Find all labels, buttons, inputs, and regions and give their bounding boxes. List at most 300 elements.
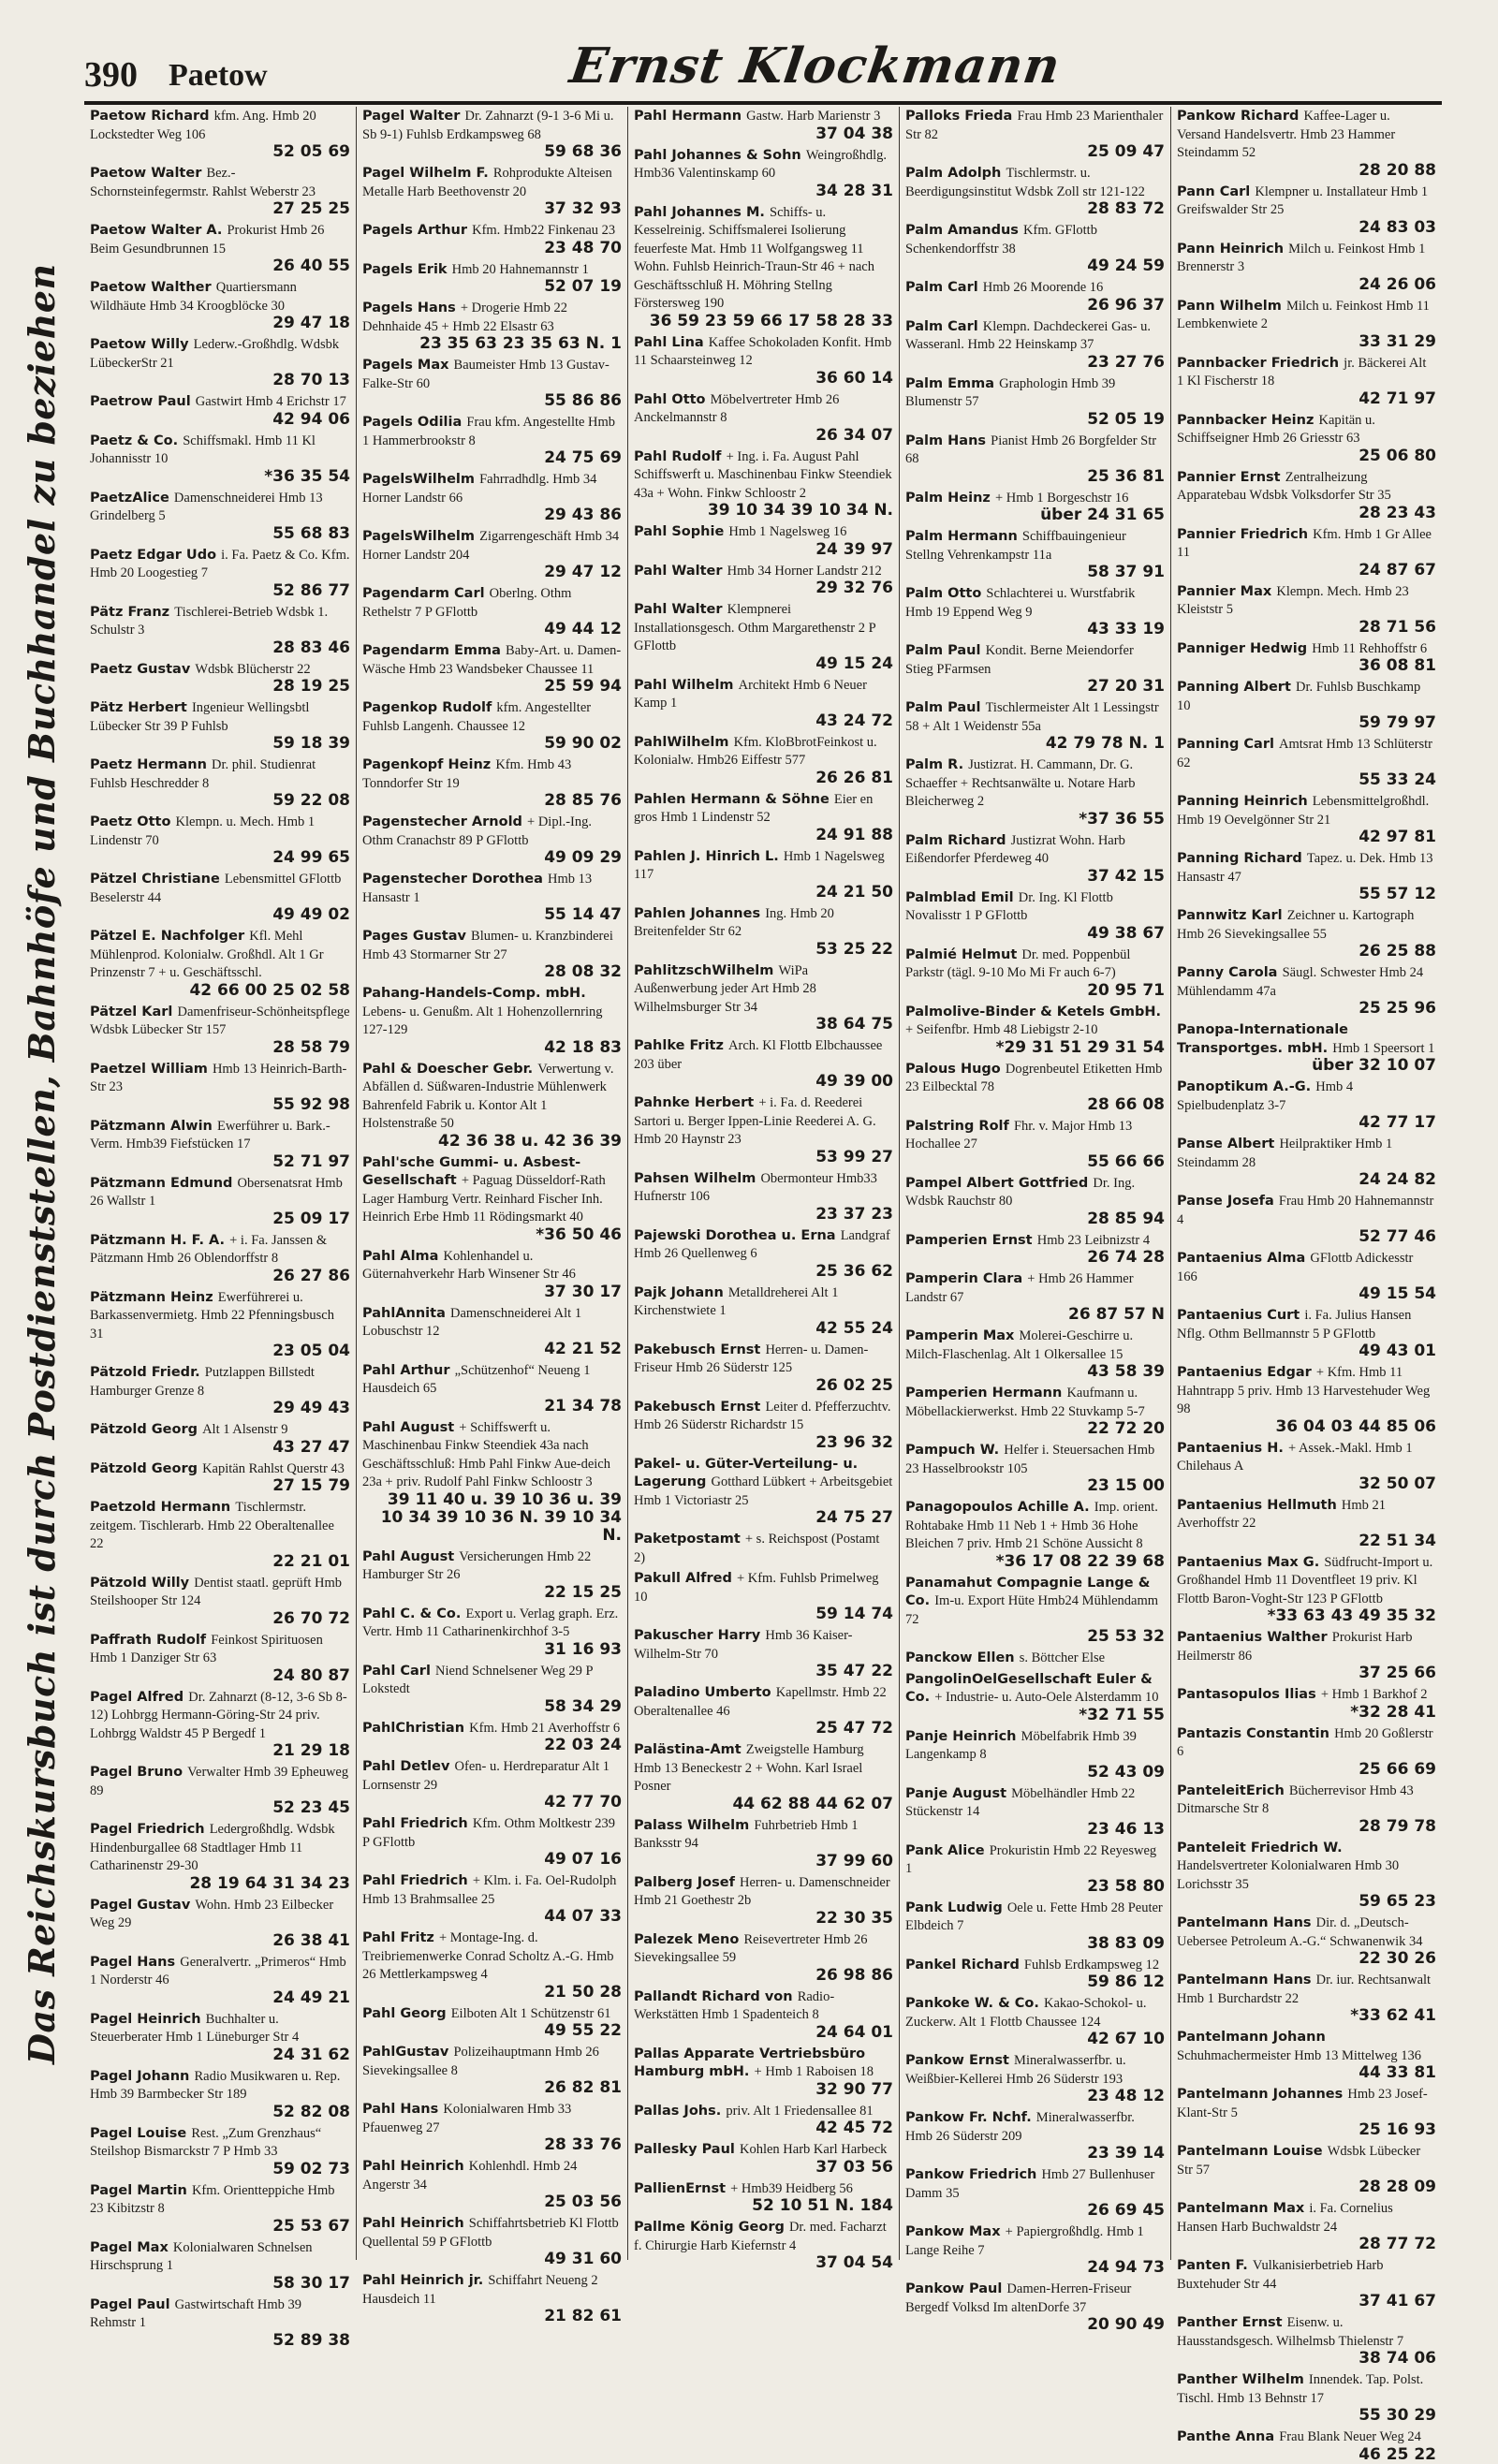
entry-name: Pahl & Doescher Gebr.	[362, 1061, 534, 1077]
directory-entry	[634, 1283, 893, 1338]
entry-telephone: 38 83 09	[1087, 1933, 1165, 1953]
entry-telephone: 26 87 57 N	[1068, 1305, 1165, 1324]
entry-name: Pankow Friedrich	[905, 2167, 1037, 2182]
entry-telephone: 20 90 49	[1087, 2315, 1165, 2334]
directory-entry	[634, 1093, 893, 1166]
entry-description: + Kfm. Hmb 11 Hahntrapp 5 priv. Hmb 13 Harvestehuder Weg 98	[1177, 1365, 1431, 1416]
entry-description: Damenfriseur-Schönheitspflege Wdsbk Lübecker Str 157	[90, 1004, 350, 1037]
entry-description: kfm. Angestellter Fuhlsb Langenh. Chaussee 12	[362, 700, 592, 734]
directory-entry	[1177, 639, 1436, 676]
entry-name: Pagel Paul	[90, 2296, 170, 2312]
directory-entry	[362, 1247, 622, 1301]
entry-name: Pahl Heinrich	[362, 2159, 464, 2174]
directory-entry	[1177, 297, 1436, 351]
entry-description: GFlottb Adickesstr 166	[1177, 1251, 1414, 1284]
entry-telephone: 24 83 03	[1358, 217, 1436, 237]
entry-name: Panning Albert	[1177, 680, 1291, 695]
entry-name: Pätzmann Heinz	[90, 1289, 213, 1305]
directory-entry	[634, 1169, 893, 1224]
entry-name: Pamperien Hermann	[905, 1386, 1063, 1401]
entry-telephone: 49 38 67	[1087, 923, 1165, 943]
entry-telephone: 55 14 47	[544, 905, 622, 924]
entry-telephone: 24 24 82	[1358, 1170, 1436, 1189]
entry-name: Paetz Gustav	[90, 661, 191, 677]
directory-entry	[362, 2157, 622, 2211]
entry-description: Hmb 1 Speersort 1	[1332, 1040, 1435, 1056]
entry-description: + Schiffswerft u. Maschinenbau Finkw Steendiek 43a nach Geschäftsschluß: Hmb Pahl Finkw Aue-deich 23a + priv. Rudolf Pahl Finkw Schloostr 3	[362, 1419, 610, 1489]
entry-name: Panniger Hedwig	[1177, 640, 1308, 656]
entry-name: Pahl Hans	[362, 2102, 439, 2117]
page-number: 390	[84, 55, 138, 95]
entry-description: Feinkost Spirituosen Hmb 1 Danziger Str 63	[90, 1632, 323, 1665]
entry-telephone: 28 33 76	[544, 2135, 622, 2154]
entry-name: Palberg Josef	[634, 1874, 735, 1890]
entry-telephone: 24 26 06	[1358, 274, 1436, 294]
directory-entry	[905, 1994, 1165, 2048]
entry-description: Landgraf Hmb 26 Quellenweg 6	[634, 1227, 890, 1261]
entry-description: Tischlerei-Betrieb Wdsbk 1. Schulstr 3	[90, 604, 329, 638]
entry-name: Pagenkop Rudolf	[362, 700, 492, 715]
entry-name: Panoptikum A.-G.	[1177, 1079, 1312, 1094]
entry-name: Pahl Friedrich	[362, 1816, 468, 1831]
entry-telephone: 52 23 45	[272, 1798, 350, 1817]
entry-name: Palm Carl	[905, 280, 978, 295]
directory-entry	[362, 1153, 622, 1244]
entry-description: + i. Fa. Janssen & Pätzmann Hmb 26 Oblendorffstr 8	[90, 1232, 328, 1266]
directory-entry	[634, 733, 893, 787]
entry-telephone: 52 05 19	[1087, 409, 1165, 429]
directory-entry	[1177, 2142, 1436, 2196]
entry-name: Palstring Rolf	[905, 1118, 1009, 1134]
entry-telephone: 29 47 18	[272, 314, 350, 332]
entry-telephone: 59 86 12	[1087, 1973, 1165, 1991]
entry-telephone: 24 49 21	[272, 1987, 350, 2007]
directory-entry	[634, 1816, 893, 1870]
entry-name: Palezek Meno	[634, 1931, 740, 1947]
entry-telephone: 28 19 64 31 34 23	[189, 1873, 350, 1893]
directory-entry	[905, 1670, 1165, 1724]
entry-telephone: 59 02 73	[272, 2159, 350, 2178]
directory-entry	[362, 1304, 622, 1358]
entry-telephone: 28 08 32	[544, 962, 622, 981]
entry-telephone: 55 57 12	[1358, 885, 1436, 903]
entry-name: Pankoke W. & Co.	[905, 1996, 1039, 2011]
directory-entry	[905, 107, 1165, 161]
entry-description: + Klm. i. Fa. Oel-Rudolph Hmb 13 Brahmsallee 25	[362, 1873, 617, 1907]
directory-entry	[634, 600, 893, 673]
entry-name: Pahl Alma	[362, 1248, 439, 1264]
entry-name: PallienErnst	[634, 2180, 727, 2196]
entry-description: Fahrradhdlg. Hmb 34 Horner Landstr 66	[362, 472, 597, 506]
directory-entry	[905, 755, 1165, 829]
directory-entry	[905, 946, 1165, 1000]
entry-description: Quartiersmann Wildhäute Hmb 34 Kroogblöcke 30	[90, 280, 297, 314]
entry-telephone: 37 25 66	[1358, 1664, 1436, 1682]
directory-entry	[90, 755, 350, 810]
entry-name: Palmié Helmut	[905, 946, 1018, 962]
entry-telephone: 37 04 54	[815, 2253, 893, 2272]
directory-entry	[362, 2100, 622, 2154]
entry-description: Heilpraktiker Hmb 1 Steindamm 28	[1177, 1137, 1393, 1170]
entry-telephone: 21 29 18	[272, 1741, 350, 1760]
entry-description: Gotthard Lübkert + Arbeitsgebiet Hmb 1 Victoriastr 25	[634, 1474, 893, 1508]
entry-name: PagelsWilhelm	[362, 529, 476, 544]
directory-entry	[90, 927, 350, 1000]
entry-name: Pamperien Ernst	[905, 1232, 1033, 1248]
entry-description: Kaufmann u. Möbellackierwerkst. Hmb 22 Stuvkamp 5-7	[905, 1386, 1145, 1419]
directory-entry	[362, 470, 622, 524]
entry-telephone: 23 39 14	[1087, 2144, 1165, 2163]
entry-name: Pakebusch Ernst	[634, 1342, 761, 1357]
directory-entry	[905, 1498, 1165, 1571]
entry-name: PaetzAlice	[90, 490, 169, 506]
directory-entry	[905, 527, 1165, 581]
directory-entry	[905, 432, 1165, 486]
entry-name: Pagenstecher Arnold	[362, 814, 522, 829]
directory-entry	[1177, 183, 1436, 237]
directory-entry	[90, 1420, 350, 1457]
directory-column	[899, 107, 1170, 2334]
entry-name: Paketpostamt	[634, 1532, 741, 1547]
entry-description: Hmb 13 Heinrich-Barth-Str 23	[90, 1061, 347, 1094]
entry-telephone: 43 58 39	[1087, 1362, 1165, 1381]
entry-description: i. Fa. Paetz & Co. Kfm. Hmb 20 Loogestieg 7	[90, 547, 350, 580]
entry-telephone: 44 33 81	[1358, 2063, 1436, 2082]
entry-name: Paetow Willy	[90, 337, 189, 352]
entry-telephone: 28 28 09	[1358, 2178, 1436, 2196]
entry-telephone: 28 85 76	[544, 791, 622, 810]
entry-name: Pantelmann Hans	[1177, 1915, 1312, 1930]
entry-telephone: 43 24 72	[815, 711, 893, 730]
entry-telephone: 52 07 19	[544, 277, 622, 296]
entry-description: Verwalter Hmb 39 Epheuweg 89	[90, 1765, 349, 1798]
entry-name: Pagenstecher Dorothea	[362, 872, 543, 887]
entry-name: Panje August	[905, 1785, 1007, 1801]
entry-name: Pätzold Georg	[90, 1422, 198, 1437]
entry-description: Eisenw. u. Hausstandsgesch. Wilhelmsb Thielenstr 7	[1177, 2315, 1404, 2349]
entry-telephone: 28 58 79	[272, 1037, 350, 1057]
entry-name: Paetrow Paul	[90, 394, 191, 409]
entry-description: Molerei-Geschirre u. Milch-Flaschenlag. Alt 1 Olkersallee 15	[905, 1328, 1134, 1362]
directory-entry	[90, 278, 350, 332]
entry-telephone: 38 74 06	[1358, 2349, 1436, 2368]
entry-name: Paetow Walther	[90, 280, 212, 295]
directory-entry	[634, 2218, 893, 2272]
entry-description: Mineralwasserfbr. Hmb 26 Süderstr 209	[905, 2110, 1135, 2144]
entry-name: Panther Wilhelm	[1177, 2372, 1304, 2387]
entry-telephone: 37 99 60	[815, 1851, 893, 1870]
directory-entry	[362, 870, 622, 924]
entry-telephone: 59 79 97	[1358, 713, 1436, 732]
entry-description: Kapitän u. Schiffseigner Hmb 26 Griesstr 63	[1177, 412, 1375, 446]
entry-telephone: 52 43 09	[1087, 1762, 1165, 1782]
entry-name: Palm Otto	[905, 586, 982, 601]
entry-telephone: 58 30 17	[272, 2273, 350, 2293]
entry-telephone: 24 80 87	[272, 1665, 350, 1685]
directory-entry	[634, 1873, 893, 1928]
entry-description: + Dipl.-Ing. Othm Cranachstr 89 P GFlottb	[362, 814, 593, 848]
entry-name: Pagenkopf Heinz	[362, 757, 492, 772]
entry-name: Pätz Herbert	[90, 700, 187, 715]
entry-name: Pages Gustav	[362, 929, 466, 944]
entry-telephone: 25 53 67	[272, 2216, 350, 2236]
directory-entry	[362, 813, 622, 867]
entry-telephone: 42 94 06	[272, 409, 350, 429]
entry-name: Pahlen Hermann & Söhne	[634, 791, 830, 807]
directory-entry	[90, 2295, 350, 2350]
entry-description: Eilboten Alt 1 Schützenstr 61	[450, 2005, 611, 2021]
entry-telephone: 24 31 62	[272, 2045, 350, 2064]
entry-description: Kfm. Orientteppiche Hmb 23 Kibitzstr 8	[90, 2182, 335, 2216]
directory-entry	[905, 221, 1165, 275]
directory-entry	[905, 317, 1165, 372]
entry-description: Architekt Hmb 6 Neuer Kamp 1	[634, 677, 867, 711]
entry-telephone: 42 67 10	[1087, 2030, 1165, 2048]
entry-name: Panamahut Compagnie Lange & Co.	[905, 1575, 1151, 1608]
entry-telephone: 36 04 03 44 85 06	[1275, 1416, 1436, 1436]
entry-description: Frau kfm. Angestellte Hmb 1 Hammerbrookstr 8	[362, 415, 616, 448]
entry-telephone: 42 18 83	[544, 1037, 622, 1057]
directory-entry	[1177, 1914, 1436, 1968]
entry-name: Pätzold Georg	[90, 1460, 198, 1476]
entry-name: Panje Heinrich	[905, 1728, 1017, 1744]
entry-telephone: 42 79 78 N. 1	[1045, 734, 1165, 753]
directory-entry	[90, 489, 350, 543]
directory-entry	[90, 1003, 350, 1057]
entry-description: Generalvertr. „Primeros“ Hmb 1 Norderstr 46	[90, 1954, 346, 1987]
directory-entry	[90, 1953, 350, 2007]
entry-name: Paetow Richard	[90, 109, 210, 124]
entry-description: kfm. Ang. Hmb 20 Lockstedter Weg 106	[90, 109, 316, 142]
entry-telephone: 24 21 50	[815, 882, 893, 902]
entry-telephone: 59 68 36	[544, 142, 622, 161]
entry-name: Pakel- u. Güter-Verteilung- u. Lagerung	[634, 1456, 859, 1489]
entry-name: Pampuch W.	[905, 1443, 1000, 1458]
entry-name: Pankow Paul	[905, 2281, 1003, 2296]
entry-name: Pantelmann Johann	[1177, 2030, 1326, 2045]
entry-description: Klempn. Mech. Hmb 23 Kleiststr 5	[1177, 583, 1409, 617]
entry-description: Hmb 11 Rehhoffstr 6	[1312, 640, 1428, 656]
entry-description: + Montage-Ing. d. Treibriemenwerke Conrad Scholtz A.-G. Hmb 26 Mettlerkampsweg 4	[362, 1930, 614, 1982]
entry-description: Dr. Zahnarzt (9-1 3-6 Mi u. Sb 9-1) Fuhlsb Erdkampsweg 68	[362, 109, 614, 142]
entry-name: Pahl Georg	[362, 2005, 447, 2021]
entry-telephone: 42 36 38 u. 42 36 39	[437, 1131, 622, 1151]
entry-name: Panther Ernst	[1177, 2315, 1283, 2330]
directory-entry	[90, 813, 350, 867]
entry-name: Pallesky Paul	[634, 2142, 735, 2157]
entry-telephone: 24 75 27	[815, 1508, 893, 1527]
entry-telephone: 23 37 23	[815, 1204, 893, 1224]
entry-description: Prokuristin Hmb 22 Reyesweg 1	[905, 1842, 1157, 1876]
entry-description: Damenschneiderei Hmb 13 Grindelberg 5	[90, 490, 323, 523]
entry-telephone: 25 25 96	[1358, 999, 1436, 1018]
entry-telephone: 29 43 86	[544, 506, 622, 524]
directory-entry	[362, 107, 622, 161]
directory-entry	[362, 2214, 622, 2268]
entry-description: Reisevertreter Hmb 26 Sievekingsallee 59	[634, 1931, 868, 1965]
directory-entry	[905, 1899, 1165, 1953]
directory-entry	[90, 603, 350, 657]
directory-entry	[634, 2179, 893, 2216]
entry-name: Pank Alice	[905, 1842, 985, 1858]
entry-telephone: 53 99 27	[815, 1147, 893, 1166]
entry-name: Panse Albert	[1177, 1137, 1275, 1151]
entry-name: Pagel Friedrich	[90, 1822, 205, 1837]
entry-telephone: 26 96 37	[1087, 295, 1165, 315]
directory-entry	[1177, 2199, 1436, 2253]
entry-telephone: 21 34 78	[544, 1396, 622, 1415]
entry-telephone: 24 39 97	[815, 539, 893, 559]
entry-description: Dr. phil. Studienrat Fuhlsb Heschredder 8	[90, 757, 316, 791]
entry-telephone: 36 08 81	[1358, 656, 1436, 675]
entry-description: Prokurist Harb Heilmerstr 86	[1177, 1630, 1413, 1664]
entry-name: Pahl Hermann	[634, 109, 742, 124]
entry-description: + Kfm. Fuhlsb Primelweg 10	[634, 1571, 879, 1605]
entry-telephone: *32 71 55	[1079, 1705, 1165, 1724]
entry-name: PahlGustav	[362, 2045, 449, 2060]
entry-telephone: 52 10 51 N. 184	[752, 2196, 893, 2215]
entry-telephone: 28 66 08	[1087, 1094, 1165, 1114]
entry-description: Rohprodukte Alteisen Metalle Harb Beethovenstr 20	[362, 166, 612, 199]
directory-entry	[90, 1820, 350, 1893]
entry-description: Schuhmachermeister Hmb 13 Mittelweg 136	[1177, 2047, 1421, 2063]
entry-telephone: 29 49 43	[272, 1399, 350, 1417]
entry-name: Pantaenius Hellmuth	[1177, 1497, 1337, 1513]
entry-name: Panagopoulos Achille A.	[905, 1500, 1090, 1515]
entry-name: Pahsen Wilhelm	[634, 1170, 756, 1186]
entry-name: Paetz Hermann	[90, 757, 207, 772]
entry-telephone: 22 51 34	[1358, 1531, 1436, 1550]
directory-entry	[1177, 1724, 1436, 1779]
entry-name: Pantazis Constantin	[1177, 1725, 1329, 1741]
entry-description: Hmb 20 Hahnemannstr 1	[451, 261, 589, 277]
entry-name: Palm Hermann	[905, 529, 1018, 544]
directory-entry	[905, 1784, 1165, 1839]
entry-telephone: 43 27 47	[272, 1437, 350, 1457]
directory-entry	[634, 1226, 893, 1281]
entry-telephone: 23 96 32	[815, 1432, 893, 1452]
directory-entry	[634, 1341, 893, 1395]
directory-entry	[90, 1763, 350, 1817]
entry-name: Pamperin Clara	[905, 1271, 1023, 1286]
entry-telephone: 28 70 13	[272, 371, 350, 389]
entry-telephone: *33 62 41	[1350, 2006, 1436, 2025]
entry-name: Pagel Martin	[90, 2182, 187, 2198]
directory-entry	[362, 984, 622, 1057]
entry-description: Ofen- u. Herdreparatur Alt 1 Lornsenstr 29	[362, 1759, 609, 1793]
entry-telephone: 42 55 24	[815, 1318, 893, 1338]
directory-entry	[1177, 1192, 1436, 1246]
directory-entry	[1177, 735, 1436, 789]
entry-telephone: 52 89 38	[272, 2330, 350, 2350]
entry-name: Pahlke Fritz	[634, 1038, 724, 1053]
entry-telephone: 44 62 88 44 62 07	[732, 1794, 893, 1813]
entry-description: Milch u. Feinkost Hmb 11 Lembkenwiete 2	[1177, 298, 1430, 331]
page-header	[84, 37, 1432, 110]
entry-telephone: 52 86 77	[272, 580, 350, 600]
directory-entry	[362, 1814, 622, 1869]
entry-description: Hmb 21 Averhoffstr 22	[1177, 1497, 1387, 1531]
entry-name: Panny Carola	[1177, 965, 1278, 980]
entry-description: priv. Alt 1 Friedensallee 81	[726, 2103, 874, 2119]
directory-entry	[905, 1841, 1165, 1896]
entry-name: Pätzmann H. F. A.	[90, 1232, 226, 1248]
directory-entry	[905, 2165, 1165, 2220]
entry-name: Pahl August	[362, 1419, 455, 1435]
directory-entry	[1177, 240, 1436, 294]
entry-description: Ewerführerei u. Barkassenvermietg. Hmb 22 Pfenningsbusch 31	[90, 1289, 334, 1342]
entry-description: Hmb 34 Horner Landstr 212	[727, 563, 882, 579]
entry-description: Kohlen Harb Karl Harbeck	[739, 2142, 888, 2157]
directory-entry	[362, 698, 622, 753]
entry-telephone: 49 49 02	[272, 905, 350, 924]
entry-description: Dr. iur. Rechtsanwalt Hmb 1 Burchardstr 22	[1177, 1973, 1432, 2006]
entry-description: Lebens- u. Genußm. Alt 1 Hohenzollernring 127-129	[362, 1004, 603, 1037]
directory-entry	[1177, 582, 1436, 637]
directory-entry	[1177, 906, 1436, 961]
entry-telephone: 24 64 01	[815, 2022, 893, 2042]
directory-entry	[905, 2280, 1165, 2334]
directory-entry	[1177, 1363, 1436, 1436]
entry-description: Dir. d. „Deutsch-Uebersee Petroleum A.-G.“ Schwanenwik 34	[1177, 1915, 1423, 1949]
directory-entry	[905, 1269, 1165, 1324]
entry-description: Mineralwasserfbr. u. Weißbier-Kellerei Hmb 26 Süderstr 193	[905, 2053, 1126, 2087]
entry-telephone: 52 71 97	[272, 1151, 350, 1171]
entry-telephone: 42 45 72	[815, 2119, 893, 2137]
entry-description: WiPa Außenwerbung jeder Art Hmb 28 Wilhelmsburger Str 34	[634, 962, 816, 1015]
entry-telephone: 49 39 00	[815, 1072, 893, 1091]
entry-name: Pantaenius Alma	[1177, 1251, 1306, 1266]
entry-telephone: 52 05 69	[272, 142, 350, 161]
entry-telephone: 27 20 31	[1087, 677, 1165, 696]
directory-entry	[1177, 107, 1436, 180]
entry-description: Dr. Ing. Kl Flottb Novalisstr 1 P GFlottb	[905, 889, 1113, 923]
entry-telephone: 36 59 23 59 66 17 58 28 33	[649, 311, 893, 330]
entry-name: Paetzold Hermann	[90, 1500, 231, 1515]
entry-description: Hmb 23 Josef-Klant-Str 5	[1177, 2087, 1428, 2120]
entry-description: Baby-Art. u. Damen-Wäsche Hmb 23 Wandsbeker Chaussee 11	[362, 643, 622, 677]
directory-entry	[90, 2238, 350, 2293]
entry-description: Zigarrengeschäft Hmb 34 Horner Landstr 204	[362, 529, 620, 563]
entry-name: Palästina-Amt	[634, 1742, 742, 1757]
entry-name: Pankow Max	[905, 2224, 1001, 2239]
entry-telephone: 32 90 77	[815, 2079, 893, 2099]
entry-description: Kakao-Schokol- u. Zuckerw. Alt 1 Flottb Chaussee 124	[905, 1996, 1147, 2030]
entry-telephone: 39 11 40 u. 39 10 36 u. 39 10 34 39 10 36 N. 39 10 34 N.	[380, 1489, 622, 1545]
entry-description: Klempn. u. Mech. Hmb 1 Lindenstr 70	[90, 814, 316, 848]
entry-telephone: 23 35 63 23 35 63 N. 1	[419, 334, 622, 353]
directory-entry	[634, 1683, 893, 1738]
entry-telephone: 37 41 67	[1358, 2292, 1436, 2310]
entry-description: Amtsrat Hmb 13 Schlüterstr 62	[1177, 737, 1432, 770]
entry-telephone: 49 43 01	[1358, 1342, 1436, 1360]
entry-telephone: 26 34 07	[815, 425, 893, 445]
directory-entry	[1177, 2028, 1436, 2082]
entry-name: Panten F.	[1177, 2258, 1248, 2273]
entry-telephone: 49 07 16	[544, 1850, 622, 1869]
entry-description: Hmb 23 Leibnizstr 4	[1036, 1232, 1151, 1248]
directory-entry	[1177, 1249, 1436, 1303]
entry-description: Hmb 1 Nagelsweg 117	[634, 848, 885, 882]
directory-entry	[634, 522, 893, 559]
entry-telephone: 59 14 74	[815, 1605, 893, 1623]
directory-entry	[905, 641, 1165, 696]
directory-entry	[905, 489, 1165, 525]
entry-description: Ing. Hmb 20 Breitenfelder Str 62	[634, 905, 834, 939]
entry-telephone: 42 71 97	[1358, 389, 1436, 408]
entry-name: Palm Adolph	[905, 166, 1002, 181]
entry-description: Tischlermeister Alt 1 Lessingstr 58 + Alt 1 Weidenstr 55a	[905, 700, 1159, 734]
